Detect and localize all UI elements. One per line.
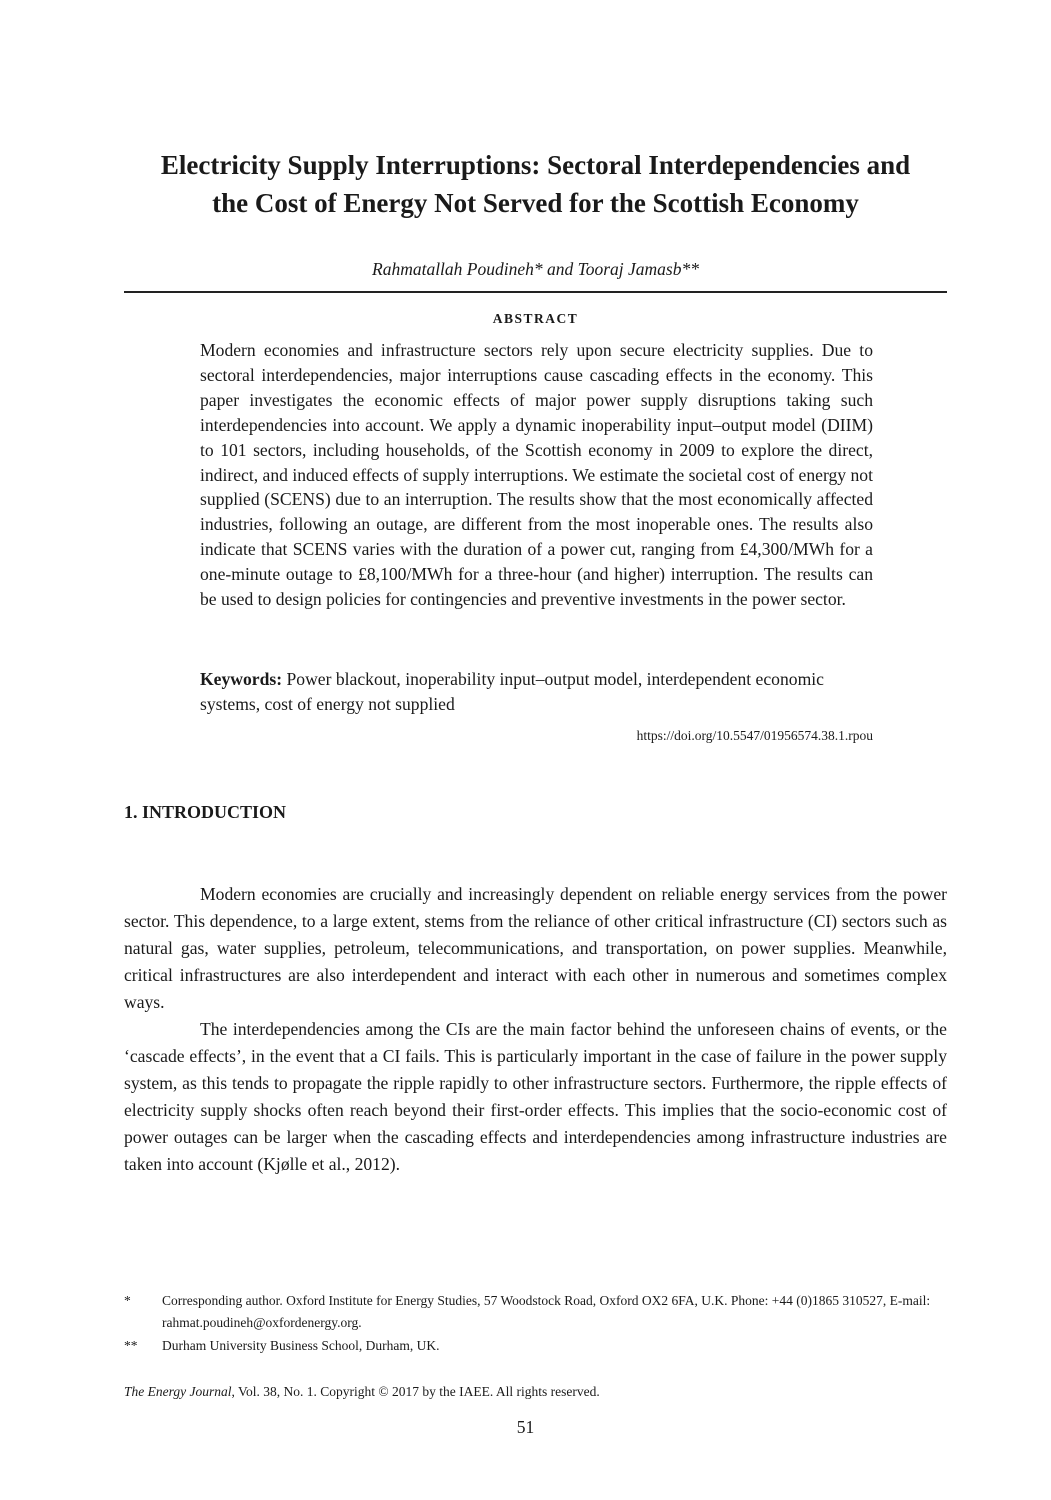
keywords-label: Keywords: bbox=[200, 669, 283, 689]
footnote bbox=[124, 1335, 947, 1357]
page-number: 51 bbox=[516, 1417, 535, 1437]
title-divider bbox=[124, 291, 947, 293]
section-heading-introduction: 1. INTRODUCTION bbox=[124, 802, 287, 822]
footnote-mark: ** bbox=[124, 1338, 138, 1353]
title-line-2: the Cost of Energy Not Served for the Scottish Economy bbox=[212, 188, 859, 218]
keywords-list: Power blackout, inoperability input–output model, interdependent economic systems, cost of energy not supplied bbox=[200, 669, 824, 714]
abstract-text: Modern economies and infrastructure sectors rely upon secure electricity supplies. Due to sectoral interdependencies, major interruptions cause cascading effects in the economy. This paper investigates the economic effects of major power supply disruptions taking such interdependencies into account. We apply a dynamic inoperability input–output model (DIIM) to 101 sectors, including households, of the Scottish economy in 2009 to explore the direct, indirect, and induced effects of supply interruptions. We estimate the societal cost of energy not supplied (SCENS) due to an interruption. The results show that the most economically affected industries, following an outage, are different from the most inoperable ones. The results also indicate that SCENS varies with the duration of a power cut, ranging from £4,300/MWh for a one-minute outage to £8,100/MWh for a three-hour (and higher) interruption. The results can be used to design policies for contingencies and preventive investments in the power sector. bbox=[200, 340, 873, 610]
footnote-text: Corresponding author. Oxford Institute for Energy Studies, 57 Woodstock Road, Oxford OX2 6FA, U.K. Phone: +44 (0)1865 310527, E-mail: rahmat.poudineh@oxfordenergy.org. bbox=[162, 1293, 931, 1330]
footnote bbox=[124, 1290, 947, 1334]
journal-citation bbox=[124, 1382, 947, 1402]
keywords bbox=[200, 667, 873, 717]
body-paragraph: The interdependencies among the CIs are the main factor behind the unforeseen chains of events, or the ‘cascade effects’, in the event that a CI fails. This is particularly important in the case of failure in the power supply system, as this tends to propagate the ripple rapidly to other infrastructure sectors. Furthermore, the ripple effects of electricity supply shocks often reach beyond their first-order effects. This implies that the socio-economic cost of power outages can be larger when the cascading effects and interdependencies among infrastructure industries are taken into account (Kjølle et al., 2012). bbox=[124, 1019, 947, 1174]
body-paragraph: Modern economies are crucially and increasingly dependent on reliable energy services from the power sector. This dependence, to a large extent, stems from the reliance of other critical infrastructure (CI) sectors such as natural gas, water supplies, petroleum, telecommunications, and transportation, on power supplies. Meanwhile, critical infrastructures are also interdependent and interact with each other in numerous and sometimes complex ways. bbox=[124, 884, 947, 1012]
journal-copyright: , Vol. 38, No. 1. Copyright © 2017 by the IAEE. All rights reserved. bbox=[231, 1384, 600, 1399]
title-line-1: Electricity Supply Interruptions: Sectoral Interdependencies and bbox=[160, 150, 911, 180]
footnote-mark: * bbox=[124, 1293, 131, 1308]
journal-name: The Energy Journal bbox=[124, 1384, 232, 1399]
footnote-text: Durham University Business School, Durham, UK. bbox=[162, 1338, 440, 1353]
author-line: Rahmatallah Poudineh* and Tooraj Jamasb** bbox=[372, 259, 699, 279]
doi-link[interactable]: https://doi.org/10.5547/01956574.38.1.rpou bbox=[636, 728, 873, 743]
paper-title bbox=[100, 146, 971, 222]
abstract-heading: ABSTRACT bbox=[492, 311, 579, 326]
